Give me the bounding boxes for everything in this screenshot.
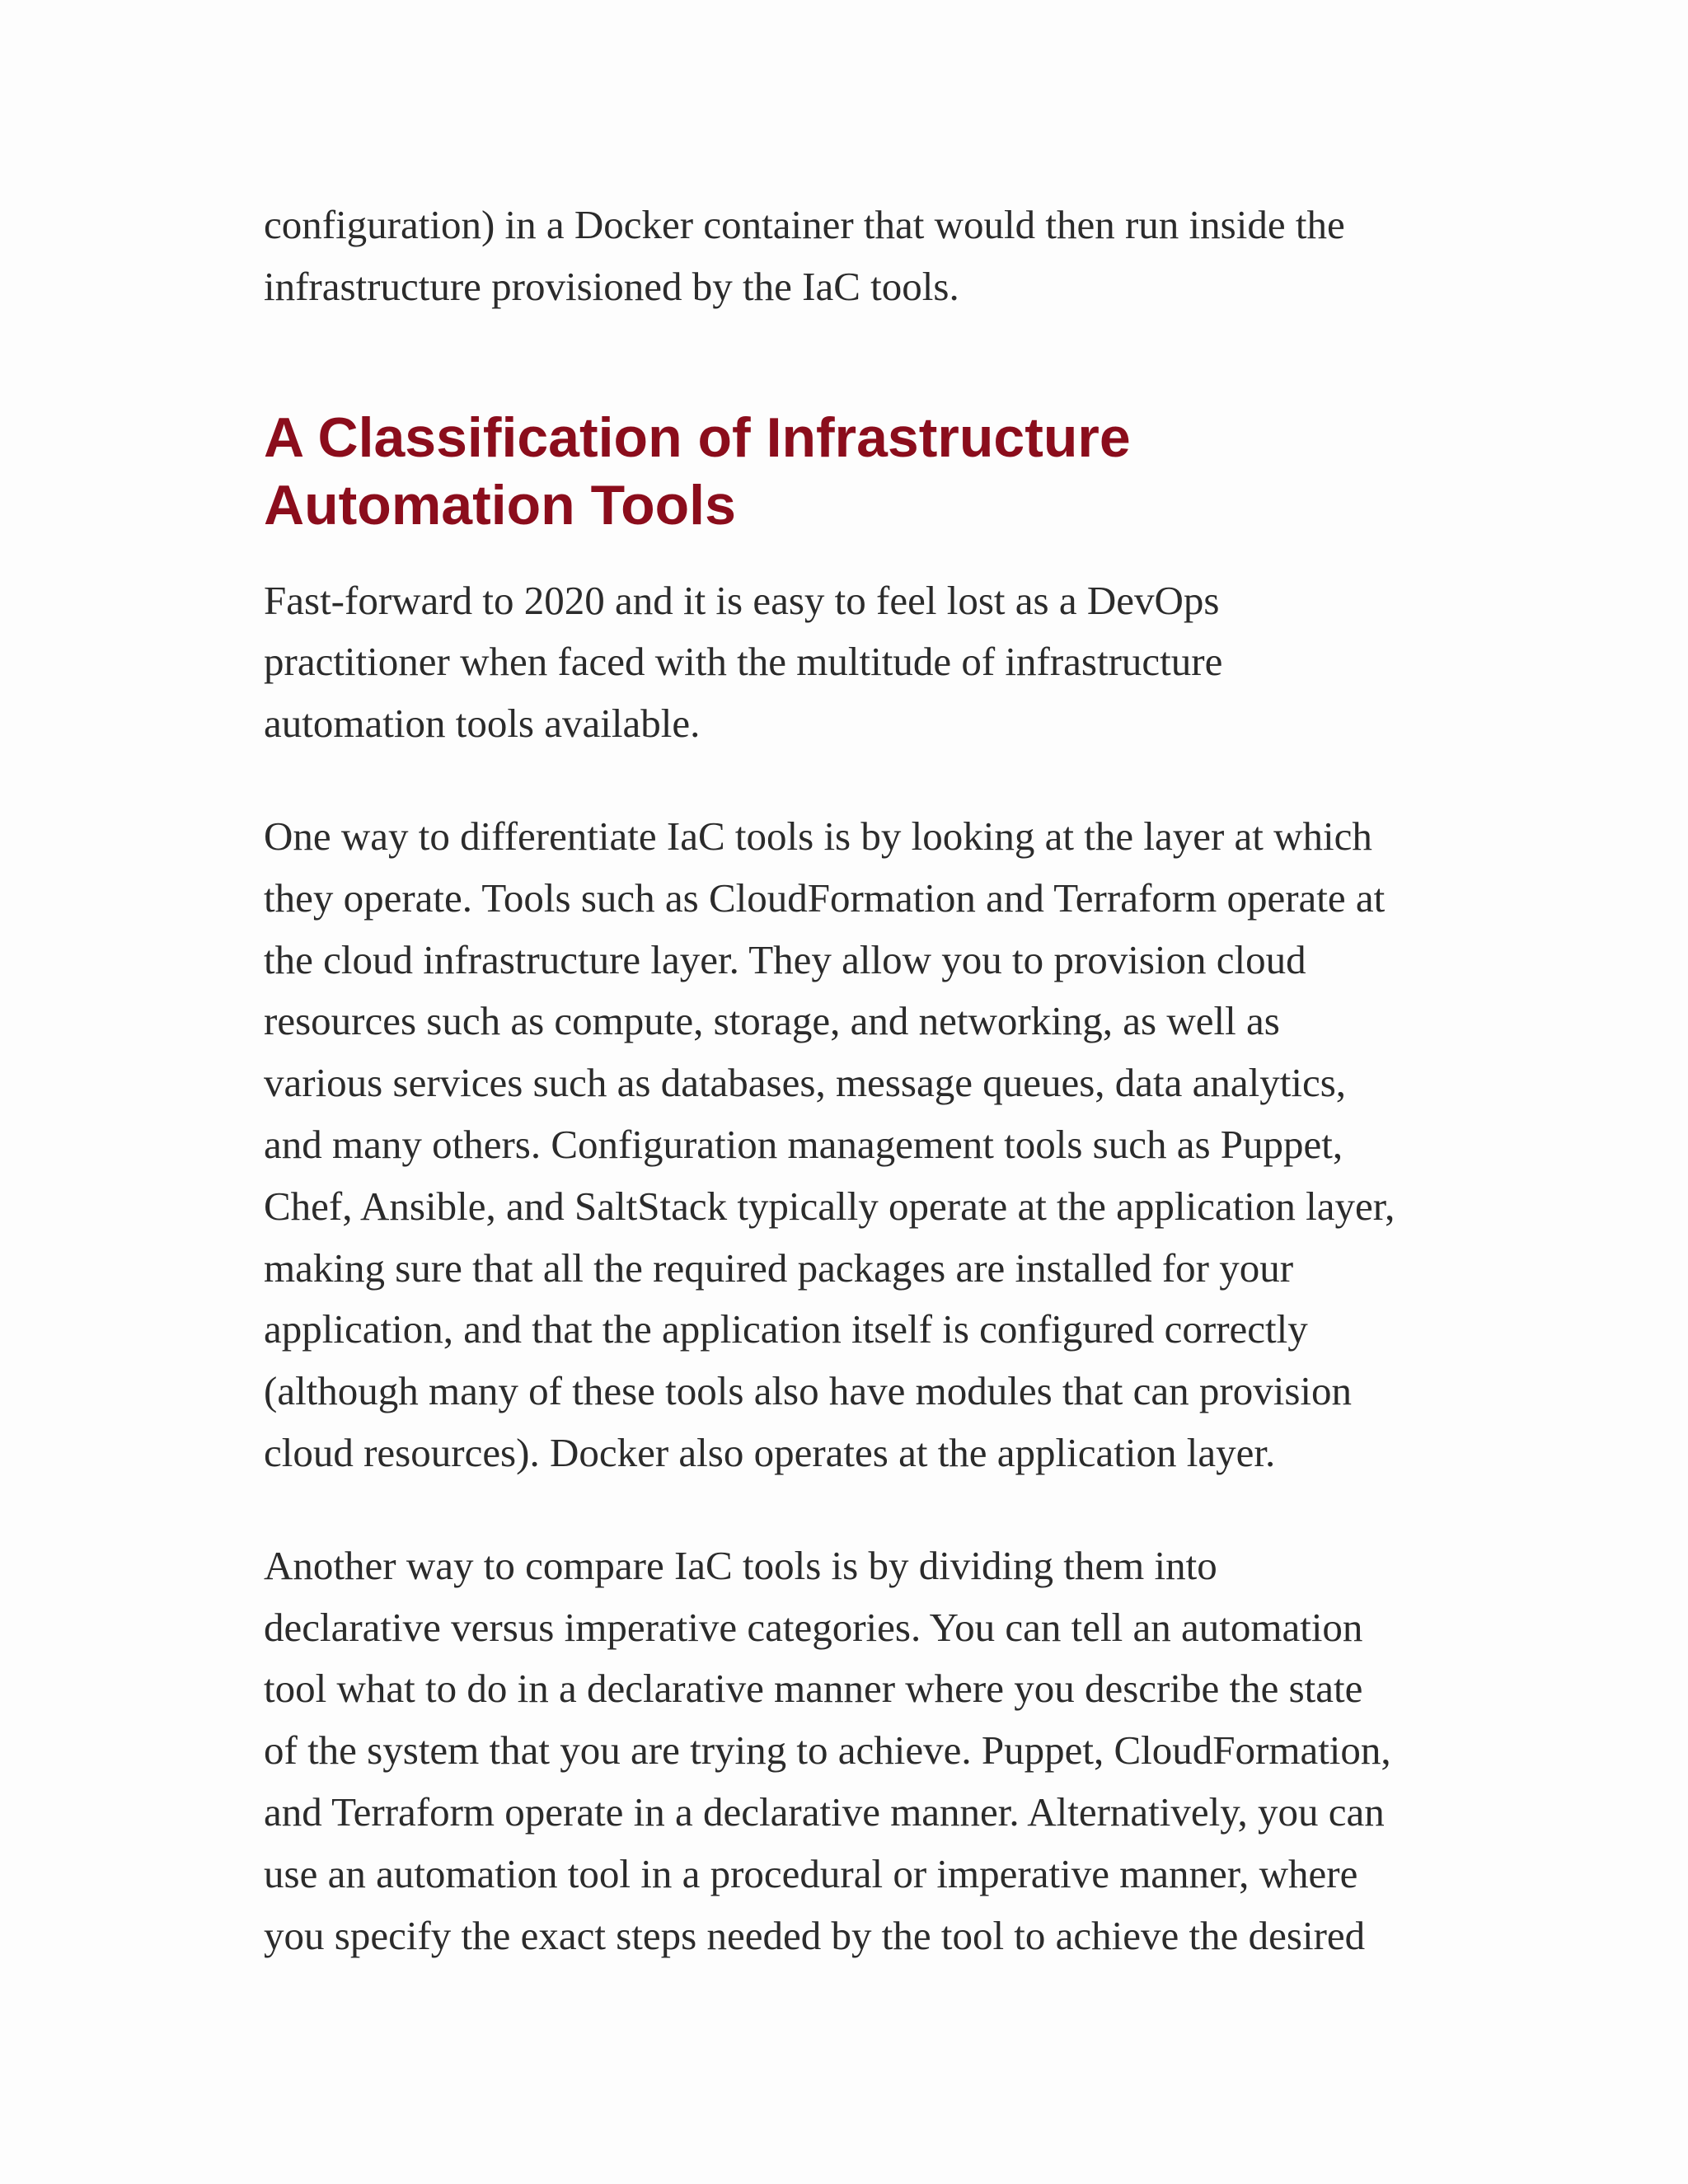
text-line: you specify the exact steps needed by the tool to achieve the desired: [264, 1912, 1366, 1958]
heading-line: Automation Tools: [264, 473, 736, 537]
text-line: Chef, Ansible, and SaltStack typically operate at the application layer,: [264, 1183, 1395, 1229]
text-line: of the system that you are trying to achieve. Puppet, CloudFormation,: [264, 1727, 1391, 1774]
paragraph-layers: [264, 806, 1434, 1484]
text-line: cloud resources). Docker also operates at the application layer.: [264, 1429, 1276, 1475]
text-line: and Terraform operate in a declarative manner. Alternatively, you can: [264, 1788, 1385, 1835]
text-line: application, and that the application itself is configured correctly: [264, 1306, 1308, 1352]
text-line: infrastructure provisioned by the IaC tools.: [264, 263, 959, 309]
text-line: various services such as databases, message queues, data analytics,: [264, 1060, 1347, 1106]
text-line: tool what to do in a declarative manner where you describe the state: [264, 1666, 1363, 1712]
text-line: practitioner when faced with the multitude of infrastructure: [264, 639, 1223, 685]
text-line: One way to differentiate IaC tools is by looking at the layer at which: [264, 813, 1372, 859]
text-line: automation tools available.: [264, 701, 701, 747]
text-line: use an automation tool in a procedural or imperative manner, where: [264, 1850, 1358, 1896]
text-line: and many others. Configuration management tools such as Puppet,: [264, 1121, 1343, 1167]
paragraph-declarative-imperative: [264, 1535, 1434, 1967]
text-line: configuration) in a Docker container that would then run inside the: [264, 202, 1345, 247]
intro-paragraph: [264, 194, 1434, 318]
heading-line: A Classification of Infrastructure: [264, 405, 1131, 469]
text-line: the cloud infrastructure layer. They allow you to provision cloud: [264, 936, 1306, 982]
text-line: (although many of these tools also have modules that can provision: [264, 1368, 1353, 1414]
paragraph-fast-forward: [264, 570, 1434, 755]
text-line: Fast-forward to 2020 and it is easy to feel lost as a DevOps: [264, 577, 1220, 623]
text-line: making sure that all the required packages are installed for your: [264, 1244, 1294, 1291]
text-line: they operate. Tools such as CloudFormation and Terraform operate at: [264, 874, 1386, 921]
text-line: declarative versus imperative categories. You can tell an automation: [264, 1604, 1363, 1650]
section-heading: [264, 404, 1434, 539]
document-page: [264, 194, 1434, 1966]
text-line: Another way to compare IaC tools is by dividing them into: [264, 1542, 1217, 1588]
text-line: resources such as compute, storage, and networking, as well as: [264, 998, 1280, 1044]
